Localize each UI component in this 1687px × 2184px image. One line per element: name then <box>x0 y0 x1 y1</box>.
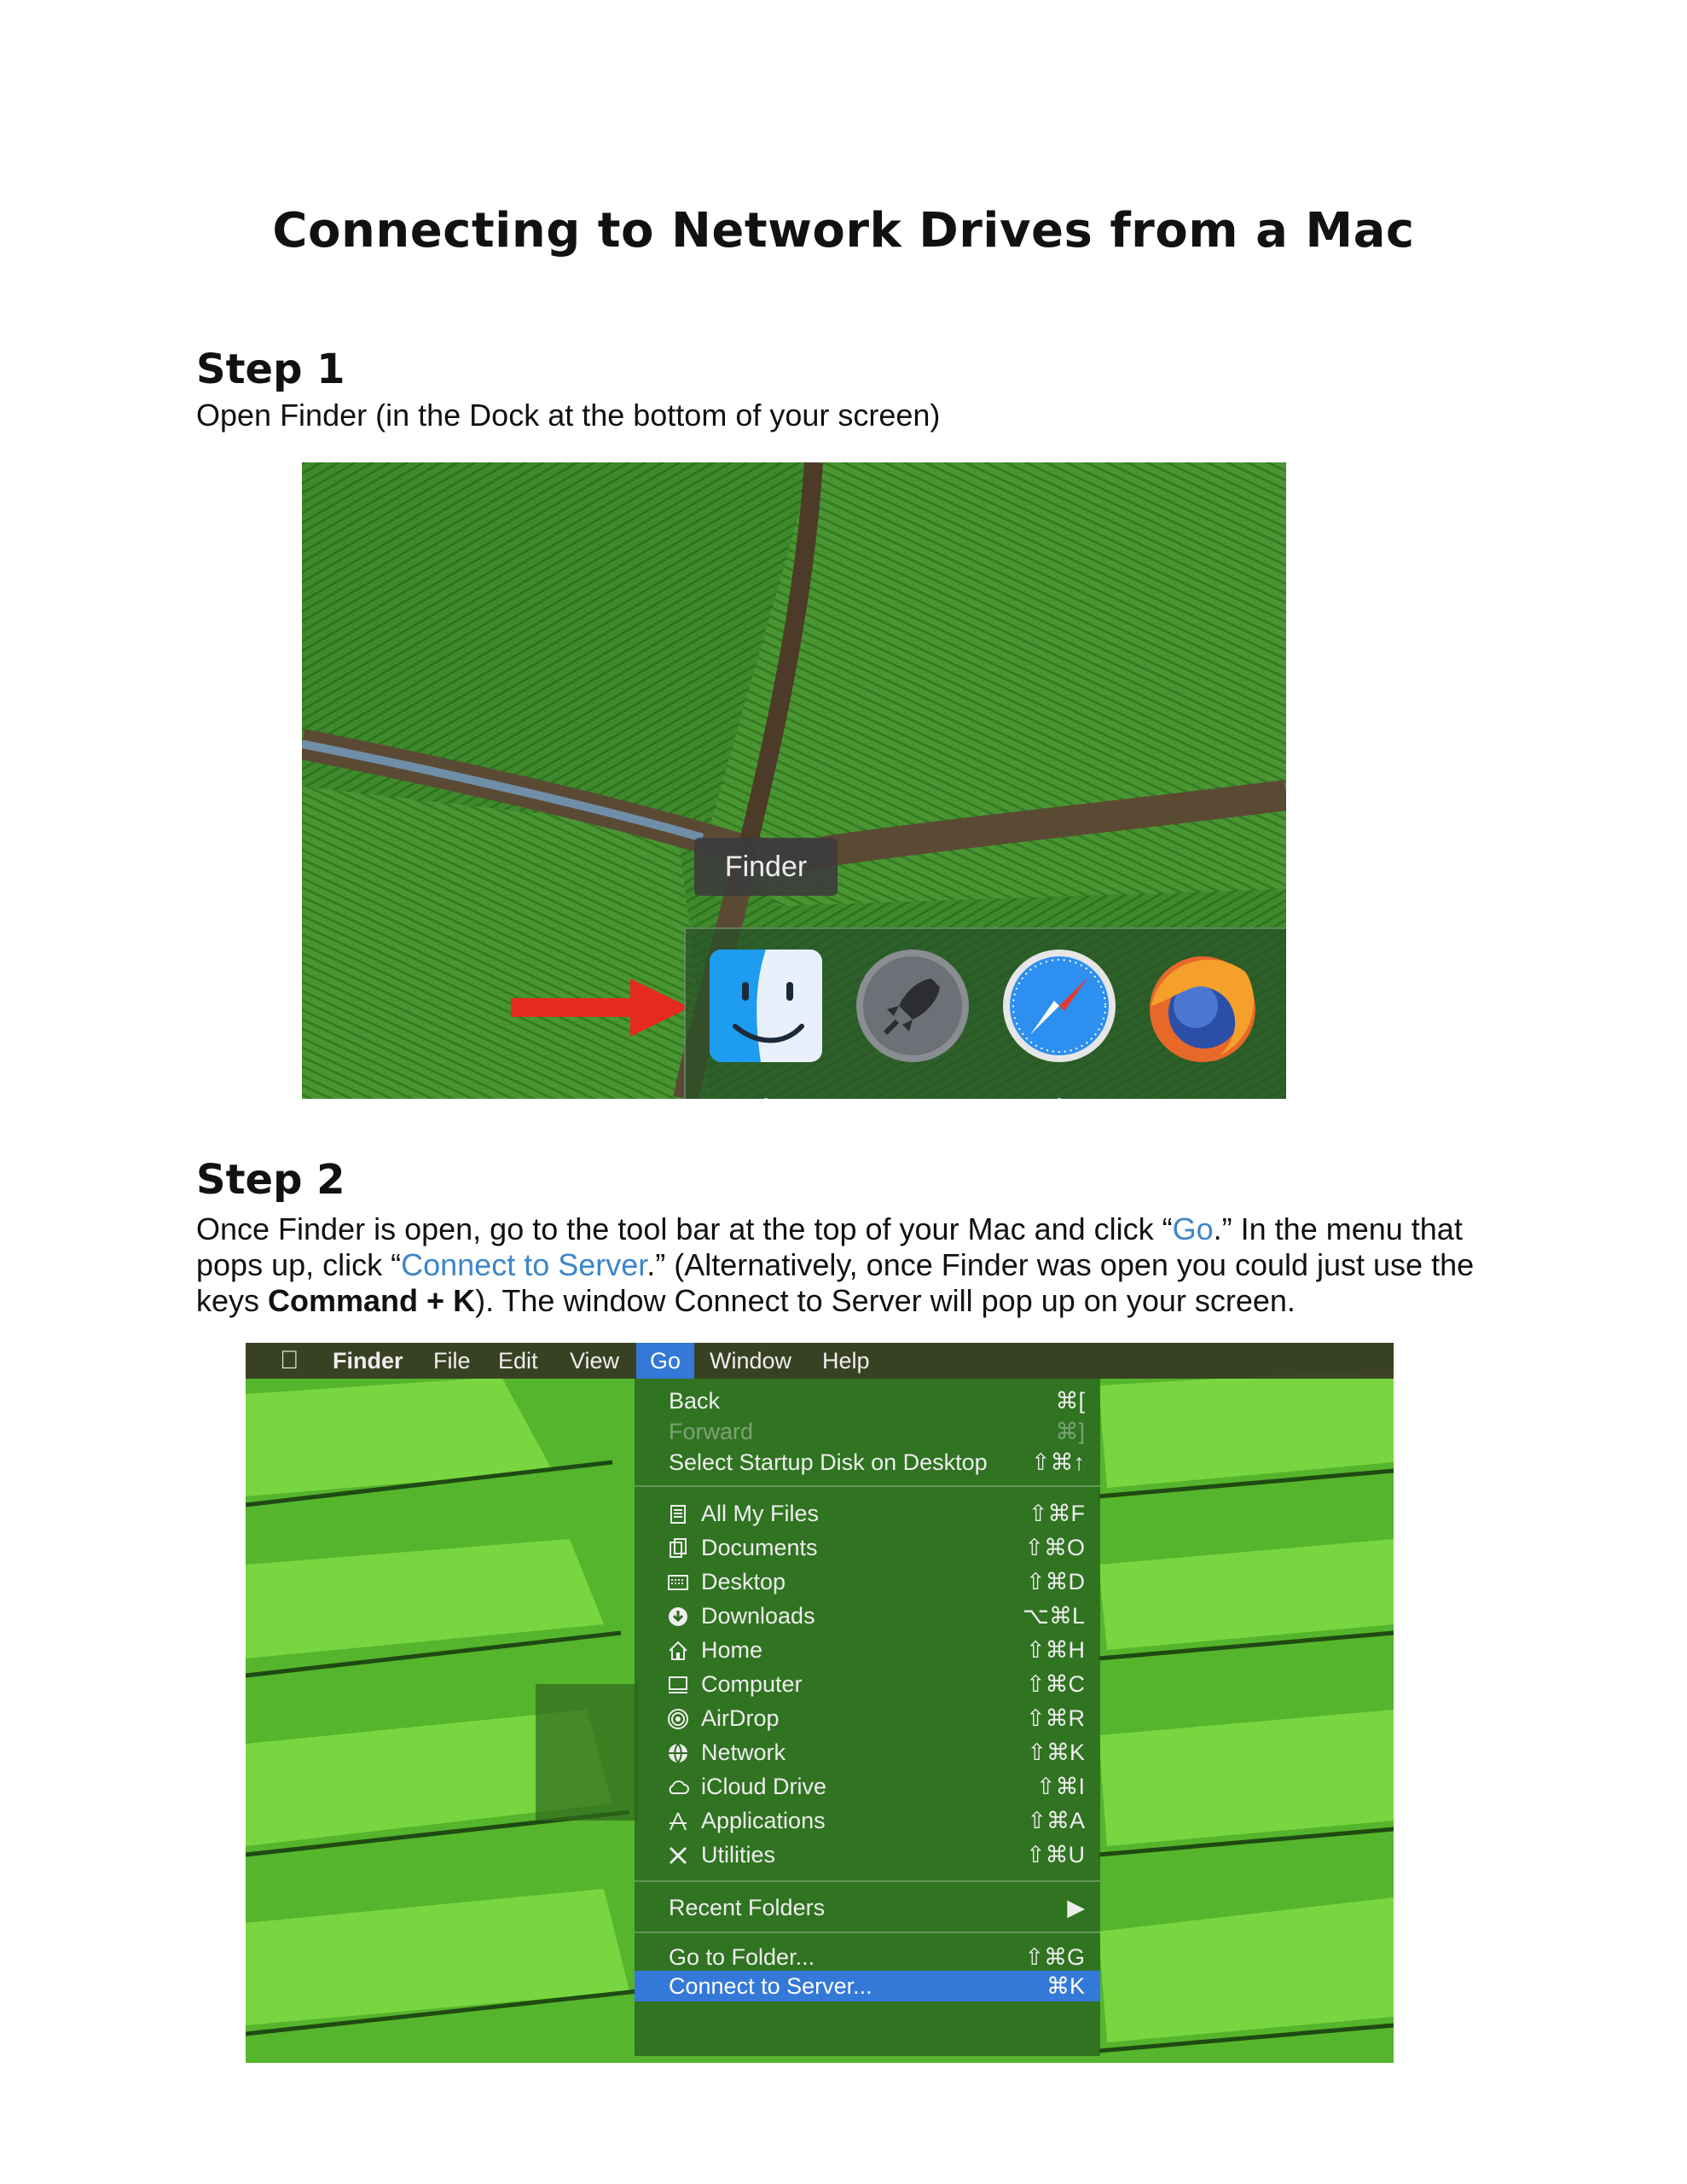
menu-item-forward: Forward ⌘] <box>669 1419 1085 1444</box>
step1-text: Open Finder (in the Dock at the bottom of your screen) <box>196 398 941 433</box>
step2-line3: keys Command + K). The window Connect to Server will pop up on your screen. <box>196 1283 1296 1318</box>
safari-icon[interactable] <box>1000 946 1119 1066</box>
finder-icon[interactable] <box>706 946 826 1066</box>
menu-item-connect-to-server[interactable]: Connect to Server... ⌘K <box>635 1971 1100 2001</box>
menu-finder[interactable]: Finder <box>333 1348 403 1374</box>
step1-screenshot <box>302 462 1286 1099</box>
menu-item-applications[interactable]: Applications ⇧⌘A <box>635 1804 1100 1838</box>
menu-edit[interactable]: Edit <box>498 1348 538 1374</box>
step1-heading: Step 1 <box>196 346 345 393</box>
go-link[interactable]: Go <box>1172 1211 1214 1246</box>
menu-item-computer[interactable]: Computer ⇧⌘C <box>635 1667 1100 1701</box>
home-icon <box>667 1640 689 1662</box>
menu-item-utilities[interactable]: Utilities ⇧⌘U <box>635 1838 1100 1872</box>
dock <box>684 927 1286 1099</box>
menu-item-network[interactable]: Network ⇧⌘K <box>635 1735 1100 1769</box>
finder-tooltip: Finder <box>694 838 838 896</box>
menu-item-all-my-files[interactable]: All My Files ⇧⌘F <box>635 1496 1100 1531</box>
documents-icon <box>667 1537 689 1560</box>
menu-item-desktop[interactable]: Desktop ⇧⌘D <box>635 1565 1100 1599</box>
menu-item-home[interactable]: Home ⇧⌘H <box>635 1633 1100 1667</box>
applications-icon <box>667 1810 689 1833</box>
shortcut-text: Command + K <box>268 1283 476 1318</box>
cloud-icon <box>667 1776 689 1798</box>
step2-heading: Step 2 <box>196 1156 345 1204</box>
menu-item-icloud-drive[interactable]: iCloud Drive ⇧⌘I <box>635 1769 1100 1804</box>
menu-item-documents[interactable]: Documents ⇧⌘O <box>635 1531 1100 1565</box>
connect-to-server-link[interactable]: Connect to Server <box>401 1247 647 1282</box>
desktop-icon <box>667 1571 689 1594</box>
submenu-arrow-icon: ▶ <box>1067 1895 1085 1920</box>
airdrop-icon <box>667 1708 689 1730</box>
downloads-icon <box>667 1606 689 1628</box>
step2-line1: Once Finder is open, go to the tool bar at the top of your Mac and click “Go.” In the menu that <box>196 1211 1463 1246</box>
menu-separator <box>635 1931 1100 1933</box>
menu-help[interactable]: Help <box>822 1348 870 1374</box>
menu-view[interactable]: View <box>570 1348 620 1374</box>
menu-item-downloads[interactable]: Downloads ⌥⌘L <box>635 1599 1100 1633</box>
go-menu <box>635 1379 1100 2056</box>
all-files-icon <box>667 1503 689 1525</box>
step2-line2: pops up, click “Connect to Server.” (Alternatively, once Finder was open you could just use the <box>196 1247 1475 1282</box>
launchpad-icon[interactable] <box>853 946 972 1066</box>
menu-window[interactable]: Window <box>710 1348 792 1374</box>
menu-go[interactable]: Go <box>636 1343 694 1379</box>
apple-icon[interactable] <box>280 1343 299 1379</box>
menu-bar <box>246 1343 1394 1379</box>
safari-running-dot <box>1056 1098 1063 1099</box>
network-icon <box>667 1742 689 1764</box>
menu-item-recent-folders[interactable]: Recent Folders ▶ <box>635 1891 1100 1925</box>
menu-separator <box>635 1880 1100 1882</box>
menu-item-startup-disk[interactable]: Select Startup Disk on Desktop ⇧⌘↑ <box>669 1449 1085 1475</box>
menu-item-back[interactable]: Back ⌘[ <box>669 1388 1085 1414</box>
page-title: Connecting to Network Drives from a Mac <box>272 203 1415 258</box>
menu-file[interactable]: File <box>433 1348 471 1374</box>
menu-separator <box>635 1485 1100 1487</box>
menu-item-airdrop[interactable]: AirDrop ⇧⌘R <box>635 1701 1100 1735</box>
finder-running-dot <box>762 1098 769 1099</box>
firefox-icon[interactable] <box>1143 946 1262 1066</box>
step2-screenshot <box>246 1343 1394 2063</box>
menu-item-go-to-folder[interactable]: Go to Folder... ⇧⌘G <box>669 1944 1085 1970</box>
computer-icon <box>667 1674 689 1696</box>
utilities-icon <box>667 1844 689 1867</box>
